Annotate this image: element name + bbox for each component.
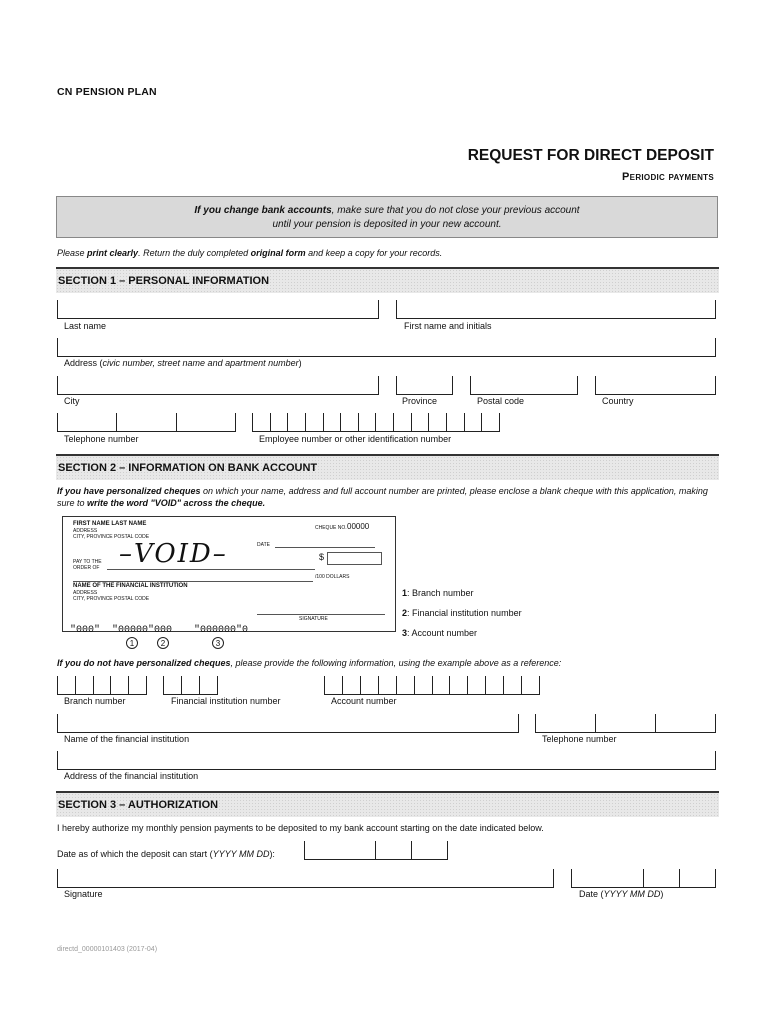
authorization-text: I hereby authorize my monthly pension payments to be deposited to my bank account starting on the date indicated below.: [57, 823, 544, 833]
organization-name: CN PENSION PLAN: [57, 86, 157, 98]
branch-number-label: Branch number: [64, 696, 126, 706]
postal-code-field[interactable]: [470, 376, 578, 395]
micr-institution: "00000"000: [112, 625, 173, 636]
first-name-field[interactable]: [396, 300, 716, 319]
start-date-label: [57, 849, 275, 859]
city-field[interactable]: [57, 376, 379, 395]
section1-header: SECTION 1 – PERSONAL INFORMATION: [56, 267, 719, 293]
cheque-payee-line: [107, 569, 315, 570]
cheque-signature-label: SIGNATURE: [299, 616, 328, 622]
country-label: Country: [602, 396, 634, 406]
last-name-label: Last name: [64, 321, 107, 331]
start-date-label-pre: Date as of which the deposit can start (: [57, 849, 213, 859]
legend-account: [402, 628, 477, 638]
sample-cheque: [62, 516, 396, 632]
telephone-label: Telephone number: [64, 434, 139, 444]
marker-1: 1: [126, 637, 138, 649]
signature-date-label-italic: YYYY MM DD: [603, 889, 661, 899]
instr-bold1: print clearly: [87, 248, 139, 258]
legend-account-text: : Account number: [407, 628, 478, 638]
institution-name-field[interactable]: [57, 714, 519, 733]
signature-date-label-post: ): [660, 889, 664, 899]
notice-bold: If you change bank accounts: [194, 205, 332, 216]
institution-telephone-field[interactable]: [535, 714, 716, 733]
legend-institution: [402, 608, 522, 618]
cheque-address-line1: ADDRESS: [73, 528, 98, 534]
notice-text: , make sure that you do not close your previous account: [331, 205, 580, 216]
cheque-note-mid: on which your name, address and full account number are printed, please enclose a blank cheque with this application, making sure to: [57, 486, 708, 508]
institution-telephone-label: Telephone number: [542, 734, 617, 744]
signature-field[interactable]: [57, 869, 554, 888]
cheque-note-bold1: If you have personalized cheques: [57, 486, 201, 496]
nocheque-note-rest: , please provide the following information, using the example above as a reference:: [230, 658, 562, 668]
cheque-no: 00000: [347, 522, 370, 531]
signature-date-field[interactable]: [571, 869, 716, 888]
cheque-inst-address-line2: CITY, PROVINCE POSTAL CODE: [73, 596, 150, 602]
address-field[interactable]: [57, 338, 716, 357]
institution-name-label: Name of the financial institution: [64, 734, 190, 744]
nocheque-note-bold: If you do not have personalized cheques: [57, 658, 231, 668]
account-number-field[interactable]: [324, 676, 540, 695]
start-date-field[interactable]: [304, 841, 448, 860]
legend-institution-num: 2: [402, 608, 408, 618]
signature-label: Signature: [64, 889, 103, 899]
cheque-inst-address: [73, 590, 149, 602]
print-instructions: [57, 248, 442, 258]
address-label-italic: civic number, street name and apartment number: [102, 358, 299, 368]
legend-institution-text: : Financial institution number: [407, 608, 522, 618]
branch-number-field[interactable]: [57, 676, 147, 695]
city-label: City: [64, 396, 80, 406]
cheque-name: FIRST NAME LAST NAME: [73, 521, 147, 527]
address-label-post: ): [298, 358, 302, 368]
start-date-label-italic: YYYY MM DD: [212, 849, 270, 859]
form-title: REQUEST FOR DIRECT DEPOSIT: [467, 147, 714, 164]
address-label-pre: Address (: [64, 358, 103, 368]
institution-address-label: Address of the financial institution: [64, 771, 199, 781]
notice-line2: until your pension is deposited in your new account.: [272, 219, 502, 230]
cheque-institution: NAME OF THE FINANCIAL INSTITUTION: [73, 583, 188, 589]
section2-header: SECTION 2 – INFORMATION ON BANK ACCOUNT: [56, 454, 719, 480]
signature-date-label: [579, 889, 663, 899]
legend-account-num: 3: [402, 628, 408, 638]
province-field[interactable]: [396, 376, 453, 395]
cheque-inst-address-line1: ADDRESS: [73, 590, 98, 596]
marker-2: 2: [157, 637, 169, 649]
telephone-field[interactable]: [57, 413, 236, 432]
nocheque-note: [57, 657, 717, 669]
cheque-pay-label: PAY TO THE ORDER OF: [73, 559, 102, 571]
void-text: –VOID–: [119, 539, 228, 569]
cheque-dollar-sign: $: [319, 552, 325, 562]
province-label: Province: [402, 396, 438, 406]
notice-box: [56, 196, 718, 238]
address-label: [64, 358, 302, 368]
cheque-date-label: DATE: [257, 542, 270, 548]
signature-date-label-pre: Date (: [579, 889, 604, 899]
country-field[interactable]: [595, 376, 716, 395]
cheque-date-line: [275, 547, 375, 548]
legend-branch-text: : Branch number: [407, 588, 474, 598]
cheque-amount-box: [327, 552, 382, 565]
micr-branch: "000": [70, 625, 101, 636]
cheque-signature-line: [257, 614, 385, 615]
institution-address-field[interactable]: [57, 751, 716, 770]
cheque-no-label: CHEQUE NO.: [315, 525, 347, 531]
first-name-label: First name and initials: [404, 321, 492, 331]
start-date-label-post: ):: [269, 849, 275, 859]
last-name-field[interactable]: [57, 300, 379, 319]
employee-number-field[interactable]: [252, 413, 500, 432]
account-number-label: Account number: [331, 696, 397, 706]
legend-branch: [402, 588, 474, 598]
form-subtitle: Periodic payments: [622, 171, 714, 183]
micr-account: "000000"0: [194, 625, 249, 636]
cheque-note-bold2: write the word "VOID" across the cheque.: [87, 498, 266, 508]
cheque-note: [57, 485, 717, 509]
postal-code-label: Postal code: [477, 396, 525, 406]
institution-number-field[interactable]: [163, 676, 218, 695]
institution-number-label: Financial institution number: [171, 696, 281, 706]
section3-header: SECTION 3 – AUTHORIZATION: [56, 791, 719, 817]
cheque-dollars-label: /100 DOLLARS: [315, 574, 350, 580]
instr-post: and keep a copy for your records.: [305, 248, 443, 258]
marker-3: 3: [212, 637, 224, 649]
legend-branch-num: 1: [402, 588, 408, 598]
cheque-amount-line: [73, 581, 313, 582]
form-code: directd_00000101403 (2017-04): [57, 946, 158, 953]
instr-mid: . Return the duly completed: [138, 248, 251, 258]
employee-number-label: Employee number or other identification number: [259, 434, 452, 444]
instr-bold2: original form: [250, 248, 306, 258]
cheque-address-line2: CITY, PROVINCE POSTAL CODE: [73, 534, 150, 540]
instr-pre: Please: [57, 248, 88, 258]
